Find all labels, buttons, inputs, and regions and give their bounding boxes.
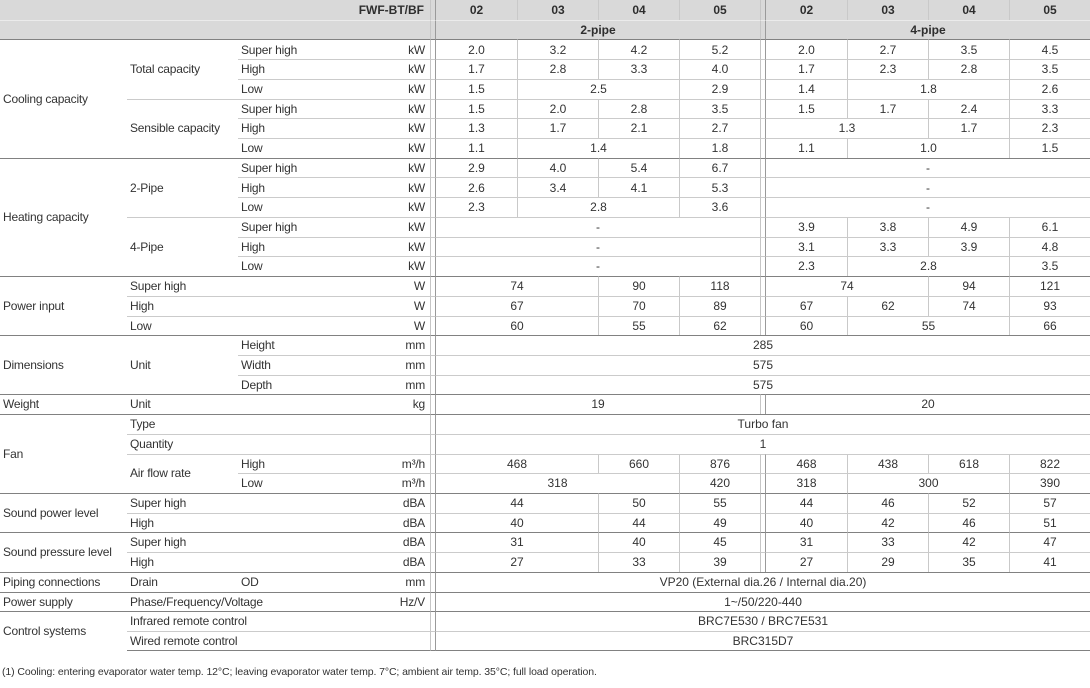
value-cell: 618	[928, 454, 1009, 474]
value-cell: 39	[679, 552, 760, 572]
value-cell: 29	[847, 552, 928, 572]
value-cell: 51	[1009, 513, 1090, 533]
value-cell: 74	[436, 276, 598, 296]
value-cell: 62	[847, 296, 928, 316]
value-cell: 3.5	[679, 99, 760, 119]
value-cell: 2.8	[598, 99, 679, 119]
value-cell: 67	[436, 296, 598, 316]
value-cell: 2.8	[847, 256, 1009, 276]
row-label: Sensible capacity	[127, 99, 238, 158]
value-cell: -	[766, 158, 1090, 178]
value-cell: 1.1	[766, 138, 847, 158]
value-cell: 3.3	[847, 237, 928, 257]
value-cell: 1.7	[847, 99, 928, 119]
value-cell: 1.8	[679, 138, 760, 158]
row-label: High	[238, 118, 365, 138]
unit-label: kW	[365, 138, 430, 158]
unit-label: dBA	[365, 493, 430, 513]
value-cell: 2.3	[847, 59, 928, 79]
value-cell: 44	[598, 513, 679, 533]
row-label: Low	[238, 79, 365, 99]
row-label: Low	[238, 256, 365, 276]
value-cell: 4.0	[679, 59, 760, 79]
row-label: Depth	[238, 375, 365, 395]
value-cell: 40	[766, 513, 847, 533]
value-cell: 3.8	[847, 217, 928, 237]
row-label: Sound power level	[0, 493, 127, 532]
value-cell: 40	[598, 532, 679, 552]
value-cell: 3.5	[1009, 256, 1090, 276]
unit-label: kW	[365, 99, 430, 119]
value-cell: 1.7	[766, 59, 847, 79]
row-label: Dimensions	[0, 335, 127, 394]
pipe-group-header: 4-pipe	[766, 20, 1090, 40]
row-label: Fan	[0, 414, 127, 493]
unit-label: kW	[365, 158, 430, 178]
value-cell: 45	[679, 532, 760, 552]
value-cell: -	[436, 256, 760, 276]
value-cell: BRC7E530 / BRC7E531	[436, 611, 1090, 631]
value-cell: 2.0	[436, 39, 517, 59]
model-label: FWF-BT/BF	[0, 0, 430, 20]
unit-label: kW	[365, 217, 430, 237]
column-header: 03	[847, 0, 928, 20]
value-cell: 4.2	[598, 39, 679, 59]
value-cell: 300	[847, 473, 1009, 493]
row-label: Air flow rate	[127, 454, 238, 493]
unit-label: dBA	[365, 532, 430, 552]
value-cell: 74	[928, 296, 1009, 316]
value-cell: 19	[436, 394, 760, 414]
value-cell: 1.3	[436, 118, 517, 138]
row-label: Weight	[0, 394, 127, 414]
value-cell: 660	[598, 454, 679, 474]
value-cell: 2.0	[766, 39, 847, 59]
value-cell: 47	[1009, 532, 1090, 552]
row-label: 4-Pipe	[127, 217, 238, 276]
row-label: Type	[127, 414, 430, 434]
value-cell: 4.8	[1009, 237, 1090, 257]
value-cell: 60	[436, 316, 598, 336]
row-label: High	[238, 454, 365, 474]
unit-label: W	[365, 316, 430, 336]
row-label: Low	[238, 138, 365, 158]
value-cell: VP20 (External dia.26 / Internal dia.20)	[436, 572, 1090, 592]
value-cell: 60	[766, 316, 847, 336]
value-cell: 74	[766, 276, 928, 296]
value-cell: 1.3	[766, 118, 928, 138]
row-label: Super high	[127, 493, 365, 513]
unit-label: m³/h	[365, 454, 430, 474]
value-cell: 3.4	[517, 177, 598, 197]
value-cell: 1.8	[847, 79, 1009, 99]
value-cell: -	[766, 197, 1090, 217]
row-label: High	[238, 59, 365, 79]
column-header: 02	[766, 0, 847, 20]
row-label: Piping connections	[0, 572, 127, 592]
value-cell: 1~/50/220-440	[436, 592, 1090, 612]
value-cell: 1.7	[517, 118, 598, 138]
row-label: Drain	[127, 572, 238, 592]
value-cell: 55	[598, 316, 679, 336]
row-label: Control systems	[0, 611, 127, 650]
unit-label: W	[365, 276, 430, 296]
value-cell: 3.6	[679, 197, 760, 217]
value-cell: 42	[928, 532, 1009, 552]
row-label: Low	[127, 316, 365, 336]
value-cell: 42	[847, 513, 928, 533]
row-label: Super high	[238, 217, 365, 237]
header-spacer	[0, 20, 430, 40]
value-cell: 46	[847, 493, 928, 513]
value-cell: 2.5	[517, 79, 679, 99]
value-cell: 62	[679, 316, 760, 336]
value-cell: 822	[1009, 454, 1090, 474]
row-label: High	[127, 513, 365, 533]
value-cell: 1.5	[436, 99, 517, 119]
value-cell: 2.7	[847, 39, 928, 59]
pipe-group-header: 2-pipe	[436, 20, 760, 40]
value-cell: 1.4	[766, 79, 847, 99]
unit-label: kW	[365, 237, 430, 257]
value-cell: 44	[766, 493, 847, 513]
value-cell: -	[436, 217, 760, 237]
row-label: Power input	[0, 276, 127, 335]
unit-label: dBA	[365, 552, 430, 572]
value-cell: BRC315D7	[436, 631, 1090, 651]
value-cell: 66	[1009, 316, 1090, 336]
column-header: 04	[598, 0, 679, 20]
value-cell: 40	[436, 513, 598, 533]
value-cell: 3.2	[517, 39, 598, 59]
column-header: 05	[1009, 0, 1090, 20]
value-cell: 33	[847, 532, 928, 552]
unit-label: kW	[365, 256, 430, 276]
row-label: Wired remote control	[127, 631, 430, 651]
value-cell: 5.3	[679, 177, 760, 197]
unit-label: kW	[365, 177, 430, 197]
row-label: 2-Pipe	[127, 158, 238, 217]
value-cell: 31	[436, 532, 598, 552]
row-label: Power supply	[0, 592, 127, 612]
value-cell: 390	[1009, 473, 1090, 493]
value-cell: 20	[766, 394, 1090, 414]
value-cell: 6.7	[679, 158, 760, 178]
row-label: Low	[238, 197, 365, 217]
value-cell: 1.5	[1009, 138, 1090, 158]
value-cell: 4.1	[598, 177, 679, 197]
unit-label: mm	[365, 375, 430, 395]
value-cell: 2.4	[928, 99, 1009, 119]
value-cell: -	[766, 177, 1090, 197]
value-cell: 468	[766, 454, 847, 474]
value-cell: 3.9	[928, 237, 1009, 257]
unit-label: dBA	[365, 513, 430, 533]
row-label: High	[127, 552, 365, 572]
row-label: Unit	[127, 335, 238, 394]
value-cell: 2.8	[928, 59, 1009, 79]
unit-label: kg	[365, 394, 430, 414]
value-cell: 3.3	[598, 59, 679, 79]
value-cell: 468	[436, 454, 598, 474]
value-cell: 50	[598, 493, 679, 513]
value-cell: 41	[1009, 552, 1090, 572]
unit-label: kW	[365, 59, 430, 79]
value-cell: 46	[928, 513, 1009, 533]
row-label: Width	[238, 355, 365, 375]
value-cell: 1.4	[517, 138, 679, 158]
row-label: High	[238, 177, 365, 197]
unit-label: mm	[365, 355, 430, 375]
unit-label: m³/h	[365, 473, 430, 493]
row-label: OD	[238, 572, 365, 592]
row-label: Super high	[238, 99, 365, 119]
row-label: Unit	[127, 394, 365, 414]
value-cell: 3.9	[766, 217, 847, 237]
value-cell: 52	[928, 493, 1009, 513]
value-cell: 3.5	[928, 39, 1009, 59]
row-label: Super high	[238, 158, 365, 178]
value-cell: 4.9	[928, 217, 1009, 237]
row-label: High	[127, 296, 365, 316]
value-cell: 2.0	[517, 99, 598, 119]
value-cell: 420	[679, 473, 760, 493]
value-cell: 3.1	[766, 237, 847, 257]
unit-label: Hz/V	[365, 592, 430, 612]
value-cell: 57	[1009, 493, 1090, 513]
column-header: 02	[436, 0, 517, 20]
value-cell: 575	[436, 355, 1090, 375]
unit-label: kW	[365, 118, 430, 138]
value-cell: 94	[928, 276, 1009, 296]
value-cell: 876	[679, 454, 760, 474]
value-cell: 67	[766, 296, 847, 316]
value-cell: 2.3	[1009, 118, 1090, 138]
value-cell: 1.5	[766, 99, 847, 119]
row-label: Infrared remote control	[127, 611, 430, 631]
value-cell: 2.7	[679, 118, 760, 138]
value-cell: 89	[679, 296, 760, 316]
value-cell: 2.8	[517, 197, 679, 217]
value-cell: Turbo fan	[436, 414, 1090, 434]
row-label: Low	[238, 473, 365, 493]
value-cell: 93	[1009, 296, 1090, 316]
row-label: Super high	[238, 39, 365, 59]
unit-label: kW	[365, 39, 430, 59]
value-cell: 1.0	[847, 138, 1009, 158]
value-cell: 438	[847, 454, 928, 474]
row-label: Sound pressure level	[0, 532, 127, 571]
value-cell: 70	[598, 296, 679, 316]
value-cell: 118	[679, 276, 760, 296]
value-cell: 2.3	[766, 256, 847, 276]
row-label: Phase/Frequency/Voltage	[127, 592, 365, 612]
unit-label: kW	[365, 197, 430, 217]
column-header: 05	[679, 0, 760, 20]
value-cell: -	[436, 237, 760, 257]
value-cell: 2.1	[598, 118, 679, 138]
value-cell: 4.0	[517, 158, 598, 178]
value-cell: 2.6	[1009, 79, 1090, 99]
value-cell: 1.7	[436, 59, 517, 79]
value-cell: 2.8	[517, 59, 598, 79]
value-cell: 3.3	[1009, 99, 1090, 119]
value-cell: 318	[766, 473, 847, 493]
value-cell: 55	[679, 493, 760, 513]
row-label: High	[238, 237, 365, 257]
column-header: 03	[517, 0, 598, 20]
value-cell: 27	[766, 552, 847, 572]
value-cell: 1	[436, 434, 1090, 454]
value-cell: 49	[679, 513, 760, 533]
unit-label: kW	[365, 79, 430, 99]
value-cell: 3.5	[1009, 59, 1090, 79]
value-cell: 2.3	[436, 197, 517, 217]
value-cell: 27	[436, 552, 598, 572]
value-cell: 285	[436, 335, 1090, 355]
value-cell: 33	[598, 552, 679, 572]
row-label: Cooling capacity	[0, 39, 127, 157]
value-cell: 6.1	[1009, 217, 1090, 237]
row-label: Height	[238, 335, 365, 355]
value-cell: 1.7	[928, 118, 1009, 138]
value-cell: 2.6	[436, 177, 517, 197]
value-cell: 90	[598, 276, 679, 296]
value-cell: 5.2	[679, 39, 760, 59]
row-label: Super high	[127, 532, 365, 552]
value-cell: 121	[1009, 276, 1090, 296]
value-cell: 575	[436, 375, 1090, 395]
value-cell: 35	[928, 552, 1009, 572]
footnote: (1) Cooling: entering evaporator water temp. 12°C; leaving evaporator water temp. 7°C; ambient air temp. 35°C; full load operation.	[2, 665, 597, 678]
value-cell: 31	[766, 532, 847, 552]
column-header: 04	[928, 0, 1009, 20]
row-label: Heating capacity	[0, 158, 127, 276]
value-cell: 55	[847, 316, 1009, 336]
value-cell: 5.4	[598, 158, 679, 178]
value-cell: 1.1	[436, 138, 517, 158]
unit-label: mm	[365, 335, 430, 355]
unit-label: mm	[365, 572, 430, 592]
value-cell: 318	[436, 473, 679, 493]
row-label: Total capacity	[127, 39, 238, 98]
value-cell: 44	[436, 493, 598, 513]
row-label: Quantity	[127, 434, 430, 454]
row-label: Super high	[127, 276, 365, 296]
value-cell: 2.9	[436, 158, 517, 178]
value-cell: 2.9	[679, 79, 760, 99]
value-cell: 4.5	[1009, 39, 1090, 59]
value-cell: 1.5	[436, 79, 517, 99]
unit-label: W	[365, 296, 430, 316]
